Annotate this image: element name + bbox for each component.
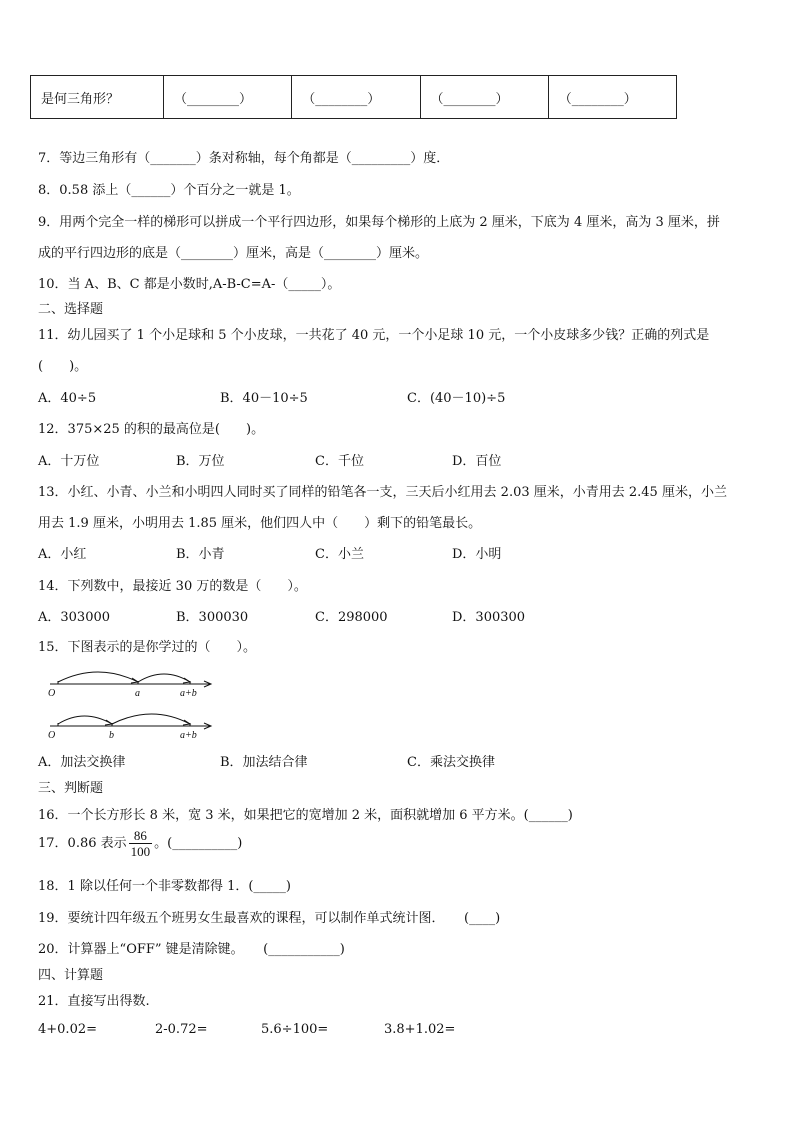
- origin-label: O: [48, 730, 56, 741]
- question-9-line-2: 成的平行四边形的底是（________）厘米，高是（________）厘米。: [38, 246, 429, 261]
- section-heading-choice: 二、选择题: [38, 302, 104, 317]
- option-a[interactable]: A．十万位: [38, 454, 100, 469]
- table-question-cell: 是何三角形？: [31, 76, 164, 119]
- question-19: 19．要统计四年级五个班男女生最喜欢的课程，可以制作单式统计图． (____): [38, 911, 501, 926]
- option-c[interactable]: C．乘法交换律: [407, 755, 495, 770]
- table-blank-cell[interactable]: （________）: [420, 76, 548, 119]
- question-15: 15．下图表示的是你学过的（ ）。: [38, 640, 257, 655]
- question-11-line-2: ( )。: [38, 359, 88, 374]
- answer-table: [30, 75, 677, 119]
- point-label: b: [109, 730, 114, 741]
- table-blank-cell[interactable]: （________）: [548, 76, 676, 119]
- option-c[interactable]: C．小兰: [315, 547, 364, 562]
- question-7: 7．等边三角形有（_______）条对称轴，每个角都是（_________）度．: [38, 151, 450, 166]
- option-c[interactable]: C．(40－10)÷5: [407, 391, 506, 406]
- endpoint-label: a+b: [180, 688, 197, 699]
- question-11-line-1: 11．幼儿园买了 1 个小足球和 5 个小皮球，一共花了 40 元，一个小足球 10 元，一个小皮球多少钱？正确的列式是: [38, 328, 710, 343]
- calc-item: 5.6÷100=: [261, 1022, 329, 1037]
- option-b[interactable]: B．加法结合律: [220, 755, 308, 770]
- question-8: 8．0.58 添上（______）个百分之一就是 1。: [38, 183, 300, 198]
- question-21: 21．直接写出得数.: [38, 994, 150, 1009]
- question-18: 18．1 除以任何一个非零数都得 1．(_____): [38, 879, 291, 894]
- fraction-numerator: 86: [129, 828, 153, 844]
- option-d[interactable]: D．百位: [452, 454, 502, 469]
- option-b[interactable]: B．小青: [176, 547, 225, 562]
- option-a[interactable]: A．303000: [38, 610, 111, 625]
- section-heading-calculation: 四、计算题: [38, 968, 104, 983]
- question-10: 10．当 A、B、C 都是小数时,A-B-C=A-（_____）。: [38, 277, 341, 292]
- option-a[interactable]: A．40÷5: [38, 391, 97, 406]
- option-a[interactable]: A．加法交换律: [38, 755, 126, 770]
- calc-item: 2-0.72=: [155, 1022, 208, 1037]
- origin-label: O: [48, 688, 56, 699]
- question-13-line-2: 用去 1.9 厘米，小明用去 1.85 厘米，他们四人中（ ）剩下的铅笔最长。: [38, 516, 482, 531]
- endpoint-label: a+b: [180, 730, 197, 741]
- option-b[interactable]: B．300030: [176, 610, 249, 625]
- option-b[interactable]: B．万位: [176, 454, 225, 469]
- table-blank-cell[interactable]: （________）: [292, 76, 420, 119]
- number-line-diagram-2: [40, 702, 220, 742]
- fraction: [129, 828, 153, 859]
- option-a[interactable]: A．小红: [38, 547, 87, 562]
- calc-item: 3.8+1.02=: [384, 1022, 456, 1037]
- question-17-prefix: 17．0.86 表示: [38, 836, 127, 851]
- question-17-suffix: 。(__________): [154, 836, 243, 851]
- question-14: 14．下列数中，最接近 30 万的数是（ ）。: [38, 579, 307, 594]
- question-16: 16．一个长方形长 8 米，宽 3 米，如果把它的宽增加 2 米，面积就增加 6 平方米。(______): [38, 808, 573, 823]
- question-20: 20．计算器上“OFF” 键是清除键。 (___________): [38, 942, 345, 957]
- section-heading-judgement: 三、判断题: [38, 781, 104, 796]
- fraction-denominator: 100: [130, 844, 151, 859]
- calc-item: 4+0.02=: [38, 1022, 98, 1037]
- question-12: 12．375×25 的积的最高位是( )。: [38, 422, 265, 437]
- number-line-diagram-1: [40, 660, 220, 700]
- question-13-line-1: 13．小红、小青、小兰和小明四人同时买了同样的铅笔各一支，三天后小红用去 2.03 厘米，小青用去 2.45 厘米，小兰: [38, 485, 727, 500]
- question-9-line-1: 9．用两个完全一样的梯形可以拼成一个平行四边形，如果每个梯形的上底为 2 厘米，下底为 4 厘米，高为 3 厘米，拼: [38, 215, 720, 230]
- point-label: a: [135, 688, 140, 699]
- option-b[interactable]: B．40－10÷5: [220, 391, 308, 406]
- option-c[interactable]: C．千位: [315, 454, 364, 469]
- option-c[interactable]: C．298000: [315, 610, 388, 625]
- option-d[interactable]: D．300300: [452, 610, 526, 625]
- table-blank-cell[interactable]: （________）: [164, 76, 292, 119]
- question-17: [38, 828, 242, 859]
- option-d[interactable]: D．小明: [452, 547, 502, 562]
